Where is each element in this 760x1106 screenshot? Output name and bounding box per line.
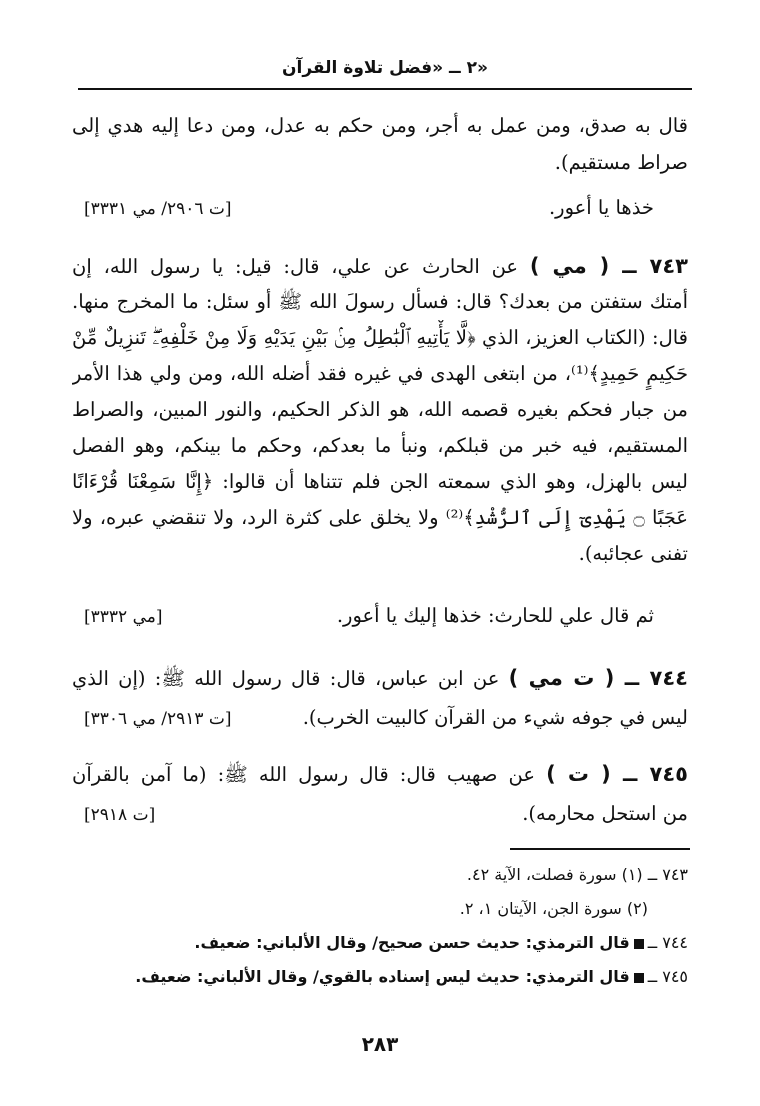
footnote: (٢) سورة الجن، الآيتان ١، ٢. [459, 899, 648, 918]
text-line: من استحل محارمه). [522, 802, 688, 825]
text-line: خذها يا أعور. [548, 196, 654, 219]
text-line: تفنى عجائبه). [578, 542, 688, 565]
footnote [72, 962, 688, 992]
text-line: من جبار فحكم بغيره قصمه الله، هو الذكر الحكيم، والنور المبين، والصراط [72, 398, 688, 421]
square-bullet-icon [634, 973, 644, 983]
hadith-number: ٧٤٥ ــ ( ت ) [546, 762, 688, 786]
header-rule [78, 88, 692, 90]
footnote-rule [510, 848, 690, 850]
footnote-text: قال الترمذي: حديث ليس إسناده بالقوي/ وقال الألباني: ضعيف. [135, 967, 630, 986]
text-line: حَكِيمٍ حَمِيدٍ﴾⁽¹⁾، من ابتغى الهدى في غيره فقد أضله الله، ومن ولي هذا الأمر [72, 362, 688, 385]
hadith-text: عن الحارث عن علي، قال: قيل: يا رسول الله، إن [72, 255, 530, 278]
footnote-text: قال الترمذي: حديث حسن صحيح/ وقال الألباني: ضعيف. [194, 933, 630, 952]
hadith-745-line [72, 756, 688, 792]
running-header: ٢ ــ «فضل تلاوة القرآن» [282, 58, 488, 78]
text-line: أمتك ستفتن من بعدك؟ قال: فسأل رسولَ الله ﷺ أو سئل: ما المخرج منها. [72, 290, 688, 313]
citation-ref: [ت ٢٩١٨] [84, 805, 156, 825]
footnote [72, 928, 688, 958]
footnote: ٧٤٣ ــ (١) سورة فصلت، الآية ٤٢. [466, 865, 688, 884]
footnote-number: ٧٤٥ ــ [647, 967, 688, 986]
hadith-744-line [72, 660, 688, 696]
text-line: قال به صدق، ومن عمل به أجر، ومن حكم به عدل، ومن دعا إليه هدي إلى [72, 114, 688, 137]
hadith-number: ٧٤٣ ــ ( مي ) [529, 254, 688, 278]
hadith-743-line [72, 248, 688, 284]
text-line: ليس بالهزل، وهو الذي سمعته الجن فلم تتناها أن قالوا: ﴿إِنَّا سَمِعْنَا قُرْءَانًا [72, 470, 688, 493]
text-line: قال: (الكتاب العزيز، الذي ﴿لَّا يَأْتِيهِ ٱلْبَٰطِلُ مِنۢ بَيْنِ يَدَيْهِ وَلَا مِنْ خَلْفِهِۦۖ تَنزِيلٌ مِّنْ [72, 326, 688, 349]
text-line: عَجَبًا ۝ يَهْدِىٓ إِلَى ٱلرُّشْدِ﴾⁽²⁾ ولا يخلق على كثرة الرد، ولا تنقضي عبره، ولا [72, 506, 688, 529]
text-line: صراط مستقيم). [554, 151, 688, 174]
text-line: ثم قال علي للحارث: خذها إليك يا أعور. [336, 604, 654, 627]
square-bullet-icon [634, 939, 644, 949]
text-line: ليس في جوفه شيء من القرآن كالبيت الخرب). [302, 706, 688, 729]
page-number: ٢٨٣ [361, 1032, 399, 1056]
citation-ref: [ت ٢٩٠٦/ مي ٣٣٣١] [84, 199, 232, 219]
footnote-number: ٧٤٤ ــ [647, 933, 688, 952]
citation-ref: [ت ٢٩١٣/ مي ٣٣٠٦] [84, 709, 232, 729]
hadith-text: عن ابن عباس، قال: قال رسول الله ﷺ: (إن الذي [72, 667, 509, 690]
hadith-number: ٧٤٤ ــ ( ت مي ) [508, 666, 688, 690]
text-line: المستقيم، فيه خبر من قبلكم، ونبأ ما بعدكم، وحكم ما بينكم، وهو الفصل [72, 434, 688, 457]
hadith-text: عن صهيب قال: قال رسول الله ﷺ: (ما آمن بالقرآن [72, 763, 547, 786]
citation-ref: [مي ٣٣٣٢] [84, 607, 163, 627]
